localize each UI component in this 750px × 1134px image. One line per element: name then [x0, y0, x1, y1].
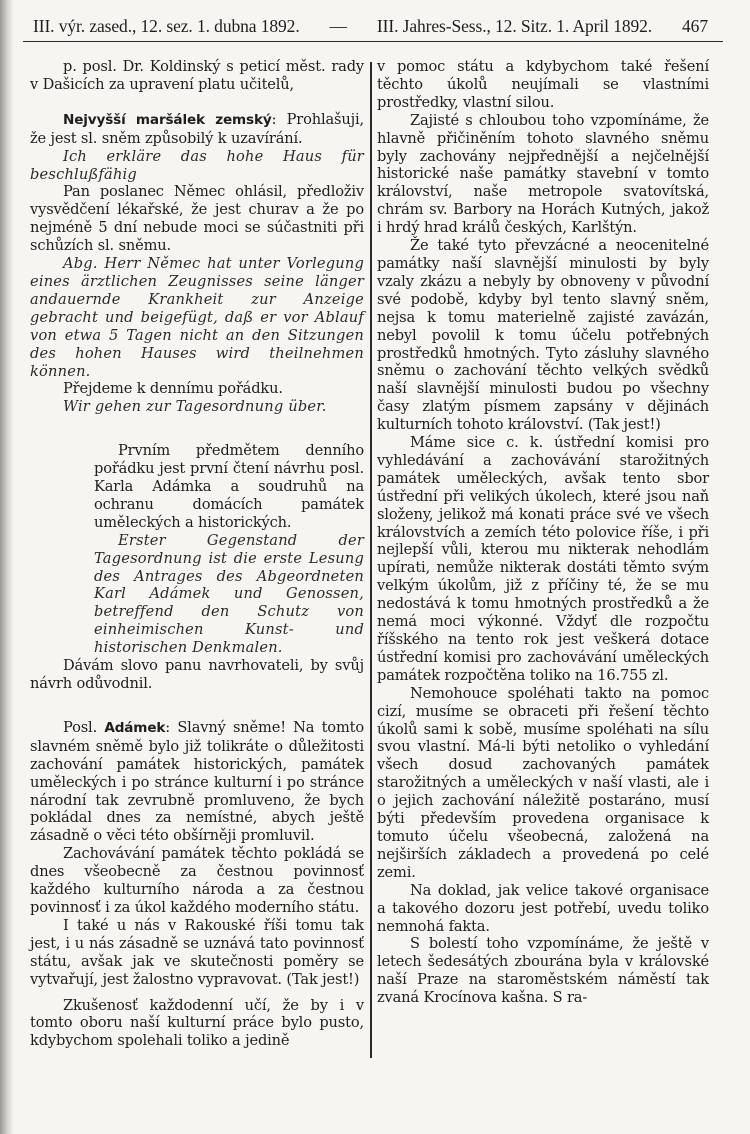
paragraph-german: Wir gehen zur Tagesordnung über.: [63, 398, 327, 416]
speaker-name: Nejvyšší maršálek zemský: [63, 111, 272, 128]
paragraph: Zajisté s chloubou toho vzpomínáme, že hlavně přičiněním tohoto slavného sněmu byly zachovány nejpřednější a nejčelnější historické naše památky stavební v tomto království, naše metropole svatovítská, chrám sv. Barbory na Horách Kutných, jakož i hrdý hrad králů českých, Karlštýn.: [377, 111, 709, 237]
paragraph: Dávám slovo panu navrhovateli, by svůj návrh odůvodnil.: [30, 657, 364, 692]
paragraph-text: Slavný sněme! Na tomto slavném sněmě bylo již tolikráte o důležitosti zachování památek historických, památek uměleckých i po stránce kulturní i po stránce národní tak zevrubně promluveno, že bych pokládal dnes za nemístné, abych ještě zásadně o věci této obšírněji promluvil.: [30, 718, 364, 845]
agenda-item-block: [30, 442, 364, 657]
speaker-prefix: Posl.: [63, 718, 105, 736]
left-column: [30, 58, 364, 1050]
paragraph: Pan poslanec Němec ohlásil, předloživ vysvědčení lékařské, že jest churav a že po nejméně 5 dní nebude moci se súčastniti při schůzích sl. sněmu.: [30, 183, 364, 255]
paragraph-german: Abg. Herr Němec hat unter Vorlegung eines ärztlichen Zeugnisses seine länger andauernde Krankheit zur Anzeige gebracht und beigefügt, daß er vor Ablauf von etwa 5 Tagen nicht an den Sitzungen des hohen Hauses wird theilnehmen können.: [30, 255, 364, 380]
header-german-session: III. Jahres-Sess., 12. Sitz. 1. April 1892.: [376, 16, 653, 36]
paragraph: Že také tyto převzácné a neocenitelné památky naší slavnější minulosti by byly vzaly zkázu a nebyly by obnoveny v původní své podobě, kdyby byl tento slavný sněm, nejsa k tomu materielně zajisté zavázán, nebyl povolil k tomu účelu potřebných prostředků hmotných. Tyto zásluhy slavného sněmu o zachování těchto velkých svědků naší slavnější minulosti budou po všechny časy zlatým písmem zapsány v dějinách kulturních tohoto království. (Tak jest!): [377, 237, 709, 434]
paragraph: I také u nás v Rakouské říši tomu tak jest, i u nás zásadně se uznává tato povinnosť státu, avšak jak ve skutečnosti poměry se vytvařují, jest žalostno vypravovat. (Tak jest!): [30, 916, 364, 988]
paragraph: Zachovávání památek těchto pokládá se dnes všeobecně za čestnou povinnosť každého kulturního národa a za čestnou povinnosť i za úkol každého moderního státu.: [30, 845, 364, 916]
paragraph: p. posl. Dr. Koldinský s peticí měst. rady v Dašicích za upravení platu učitelů,: [30, 58, 364, 93]
page-edge-shadow: [0, 0, 14, 1134]
header-dash: —: [329, 16, 347, 36]
paragraph: Nemohouce spoléhati takto na pomoc cizí, musíme se obraceti při řešení těchto úkolů sami k sobě, musíme spoléhati na sílu svou vlastní. Má-li býti netoliko o vyhledání všech dosud zachovaných památek starožitných a uměleckých v naší vlasti, ale i o jejich zachování náležitě postaráno, musí býti především provedena organisace k tomuto účelu všeobecná, založená na nejširších základech a provedená po celé zemi.: [377, 684, 709, 881]
paragraph: S bolestí toho vzpomínáme, že ještě v letech šedesátých zbourána byla v královské naší Praze na staroměstském náměstí tak zvaná Krocínova kašna. S ra-: [377, 935, 709, 1007]
paragraph-german: Ich erkläre das hohe Haus für beschlußfähig: [30, 147, 364, 183]
column-divider: [370, 62, 372, 1058]
paragraph-german: Erster Gegenstand der Tagesordnung ist die erste Lesung des Antrages des Abgeordneten Karl Adámek und Genossen, betreffend den Schutz von einheimischen Kunst- und historischen Denkmalen.: [94, 531, 364, 657]
right-column: [377, 58, 709, 1007]
paragraph: [30, 111, 364, 148]
paragraph: Máme sice c. k. ústřední komisi pro vyhledávání a zachovávání starožitných památek uměleckých, avšak tento sbor ústřední při velikých úkolech, které jsou naň složeny, jelikož má konati práce své ve všech královstvích a zemích této polovice říše, i při nejlepší vůli, kterou mu nikterak nehodlám upírati, nemůže nikterak dostáti těmto svým velkým úkolům, již z příčiny té, že se mu nedostává k tomu hmotných prostředků a že nemá moci výkonné. Vždyť dle rozpočtu říšského na tento rok jest veškerá dotace ústřední komisi pro zachovávání uměleckých památek rozpočtěna toliko na 16.755 zl.: [377, 434, 709, 684]
paragraph: Na doklad, jak velice takové organisace a takového dozoru jest potřebí, uvedu toliko nemnohá fakta.: [377, 881, 709, 935]
speaker-colon: :: [165, 718, 171, 736]
running-header: [33, 16, 708, 37]
paragraph: v pomoc státu a kdybychom také řešení těchto úkolů neujímali se vlastními prostředky, vlastní silou.: [377, 58, 709, 111]
speaker-name: Adámek: [104, 719, 166, 736]
header-czech-session: III. výr. zased., 12. sez. 1. dubna 1892.: [33, 16, 300, 36]
paragraph: Zkušenosť každodenní učí, že by i v tomto oboru naší kulturní práce bylo pusto, kdybychom spolehali toliko a jedině: [30, 996, 364, 1050]
paragraph: [30, 719, 364, 845]
page-number: 467: [682, 16, 708, 36]
speaker-colon: :: [271, 110, 277, 128]
header-rule: [23, 41, 723, 42]
paragraph: Přejdeme k dennímu pořádku.: [63, 380, 283, 398]
paragraph-text: Prohlašuji, že jest sl. sněm způsobilý k uzavírání.: [30, 110, 364, 147]
paragraph: Prvním předmětem denního pořádku jest první čtení návrhu posl. Karla Adámka a soudruhů na ochranu domácích památek uměleckých a historických.: [94, 442, 364, 531]
